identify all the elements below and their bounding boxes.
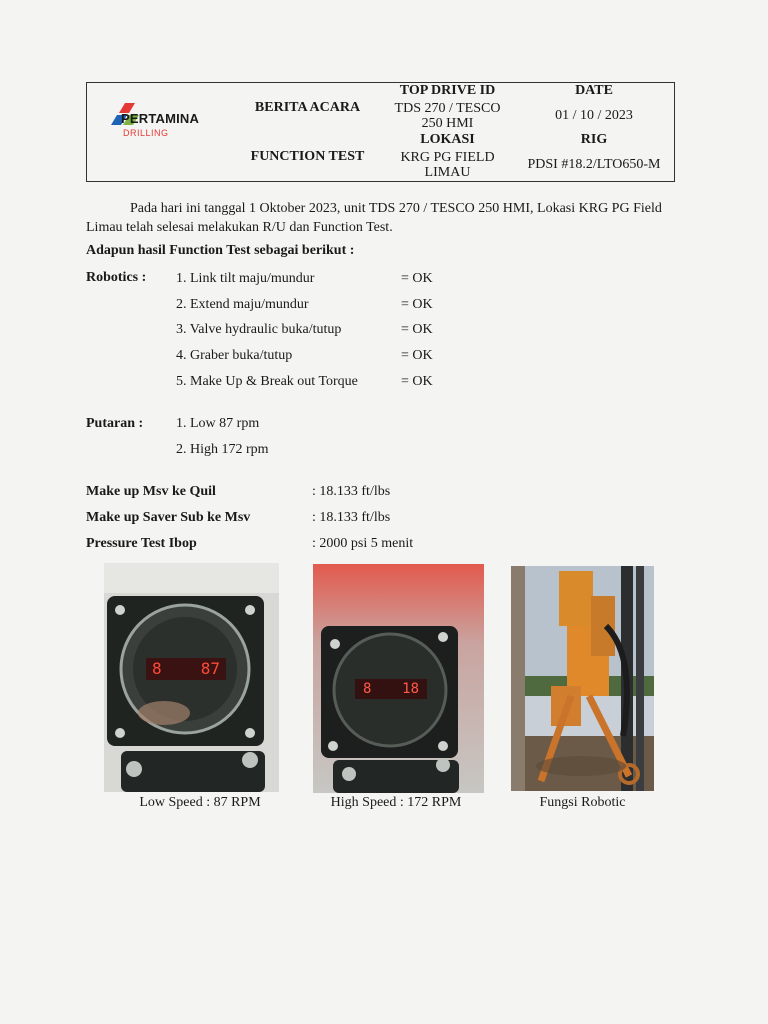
logo-cell [87,83,234,181]
robotic-arm-icon [511,566,654,791]
date-label: DATE [575,83,613,98]
robotics-result: = OK [401,348,433,363]
robotic-photo [511,566,654,791]
putaran-label: Putaran : [86,416,144,431]
robotics-result: = OK [401,297,433,312]
spec-value: : 18.133 ft/lbs [312,510,391,525]
lokasi-label: LOKASI [420,132,475,147]
spec-value: : 18.133 ft/lbs [312,484,391,499]
robotics-label: Robotics : [86,270,147,285]
spec-label: Make up Saver Sub ke Msv [86,510,251,525]
lokasi-value [381,149,514,181]
robotic-caption: Fungsi Robotic [539,795,626,810]
putaran-item: 2. High 172 rpm [176,442,269,457]
berita-acara-cell: BERITA ACARA [254,100,361,115]
lokasi-line1: KRG PG FIELD [400,150,495,165]
lokasi-line2: LIMAU [424,165,471,180]
top-drive-id-value [381,100,514,132]
top-drive-id-line1: TDS 270 / TESCO [394,101,501,116]
display-prefix: 8 [363,681,372,697]
robotics-item: 5. Make Up & Break out Torque [176,374,358,389]
robotics-item: 4. Graber buka/tutup [176,348,293,363]
date-value: 01 / 10 / 2023 [555,108,633,123]
robotics-result: = OK [401,374,433,389]
high-speed-photo [313,564,484,793]
high-speed-display [355,679,427,699]
display-prefix: 8 [152,659,162,678]
low-speed-caption: Low Speed : 87 RPM [139,795,261,810]
spec-value: : 2000 psi 5 menit [312,536,414,551]
putaran-item: 1. Low 87 rpm [176,416,260,431]
spec-label: Make up Msv ke Quil [86,484,216,499]
display-value: 18 [402,681,419,697]
low-speed-photo [104,563,279,792]
robotics-item: 2. Extend maju/mundur [176,297,309,312]
rig-value: PDSI #18.2/LTO650-M [527,157,661,172]
function-test-cell: FUNCTION TEST [250,149,365,164]
header-table [86,82,675,182]
results-title: Adapun hasil Function Test sebagai berikut : [86,243,355,258]
high-speed-caption: High Speed : 172 RPM [330,795,462,810]
top-drive-id-line2: 250 HMI [421,116,474,131]
low-speed-display [146,658,226,680]
robotics-result: = OK [401,322,433,337]
display-value: 87 [200,659,220,678]
logo-name: PERTAMINA [121,111,200,126]
logo-subtitle: DRILLING [123,128,169,138]
rig-label: RIG [580,132,608,147]
robotics-item: 3. Valve hydraulic buka/tutup [176,322,342,337]
spec-label: Pressure Test Ibop [86,536,197,551]
robotics-result: = OK [401,271,433,286]
robotics-item: 1. Link tilt maju/mundur [176,271,315,286]
top-drive-id-label: TOP DRIVE ID [399,83,496,98]
intro-paragraph: Pada hari ini tanggal 1 Oktober 2023, unit TDS 270 / TESCO 250 HMI, Lokasi KRG PG Field Limau telah selesai melakukan R/U dan Function Test. [86,201,662,235]
